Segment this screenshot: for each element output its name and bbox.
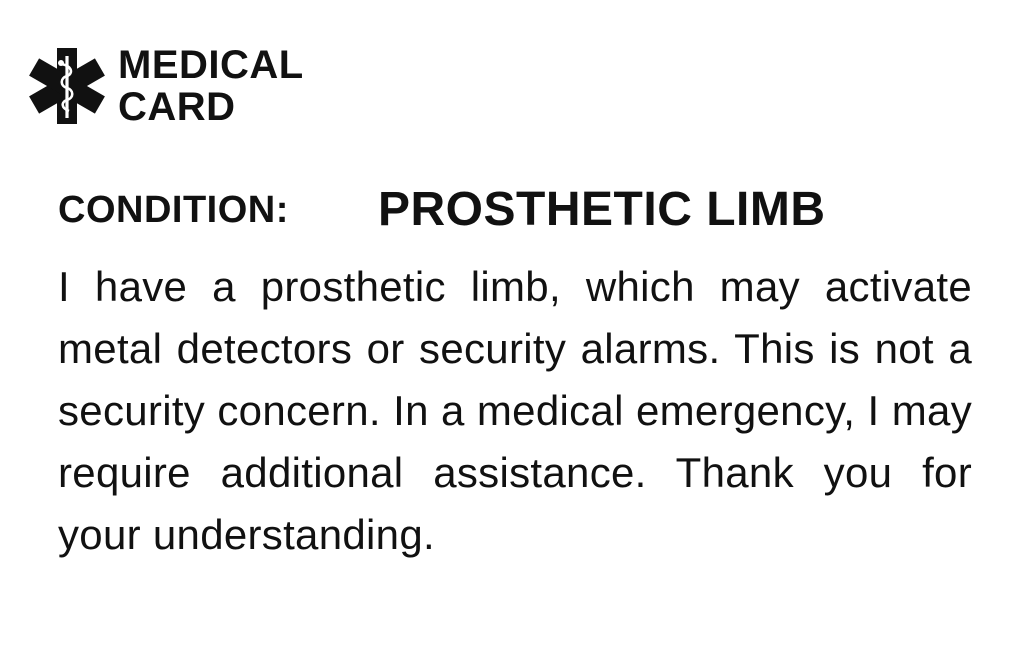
condition-label: CONDITION:: [58, 189, 289, 231]
condition-row: [58, 182, 978, 242]
star-of-life-icon: [28, 45, 106, 127]
card-title-line2: CARD: [118, 85, 236, 129]
card-title: [118, 44, 304, 128]
condition-value: PROSTHETIC LIMB: [378, 183, 826, 236]
card-title-line1: MEDICAL: [118, 43, 304, 87]
condition-description: I have a prosthetic limb, which may activate metal detectors or security alarms. This is not a security concern. In a medical emergency, I may require additional assistance. Thank you for your understanding.: [58, 263, 972, 558]
card-header: [28, 44, 304, 128]
